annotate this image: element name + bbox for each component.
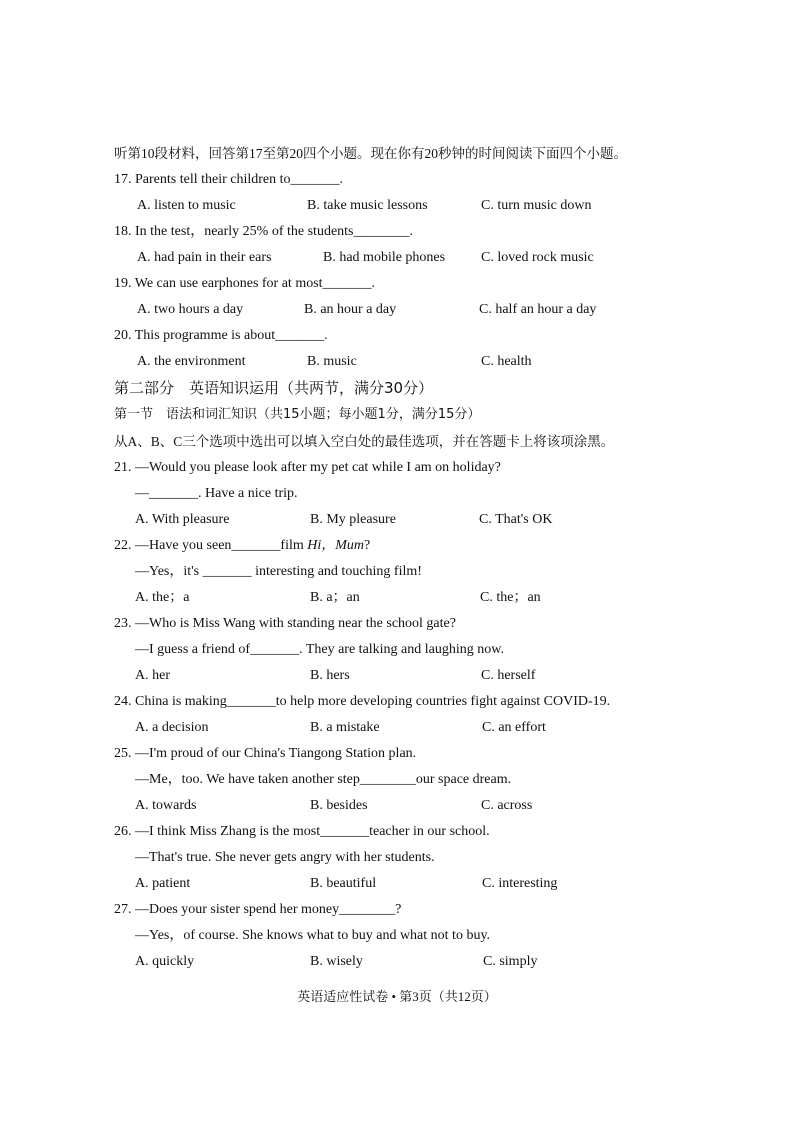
question-21-line-2: —_______. Have a nice trip. [135,486,298,501]
question-25-option-b: B. besides [310,798,368,813]
question-22-option-b: B. a；an [310,590,360,605]
question-26-option-c: C. interesting [482,876,558,891]
question-17-stem: 17. Parents tell their children to_______. [114,172,344,187]
question-18-stem: 18. In the test，nearly 25% of the students________. [114,224,414,239]
question-17-option-c: C. turn music down [481,198,592,213]
question-19-option-a: A. two hours a day [137,302,244,317]
question-24-option-c: C. an effort [482,720,546,735]
question-20-option-a: A. the environment [137,354,246,369]
question-22-line-1-post: ? [364,538,371,553]
question-19-stem: 19. We can use earphones for at most_______. [114,276,376,291]
question-23-line-2: —I guess a friend of_______. They are talking and laughing now. [135,642,504,657]
question-21-line-1: 21. —Would you please look after my pet cat while I am on holiday? [114,460,501,475]
question-27-option-c: C. simply [483,954,538,969]
section1-title: 第一节 语法和词汇知识（共15小题；每小题1分，满分15分） [114,407,481,422]
question-18-option-c: C. loved rock music [481,250,594,265]
section1-instruction: 从A、B、C三个选项中选出可以填入空白处的最佳选项，并在答题卡上将该项涂黑。 [114,434,615,449]
part2-title: 第二部分 英语知识运用（共两节，满分30分） [114,379,434,397]
question-21-option-b: B. My pleasure [310,512,396,527]
question-17-option-a: A. listen to music [137,198,236,213]
question-24-option-a: A. a decision [135,720,209,735]
question-23-option-c: C. herself [481,668,536,683]
question-22-line-1 [114,537,370,555]
question-20-option-b: B. music [307,354,357,369]
question-24-option-b: B. a mistake [310,720,380,735]
question-27-line-2: —Yes，of course. She knows what to buy and what not to buy. [135,928,491,943]
question-20-stem: 20. This programme is about_______. [114,328,328,343]
question-25-option-c: C. across [481,798,533,813]
question-17-option-b: B. take music lessons [307,198,428,213]
question-22-option-a: A. the；a [135,590,190,605]
question-18-option-a: A. had pain in their ears [137,250,272,265]
question-18-option-b: B. had mobile phones [323,250,446,265]
question-25-line-1: 25. —I'm proud of our China's Tiangong Station plan. [114,746,417,761]
question-25-option-a: A. towards [135,798,197,813]
question-23-line-1: 23. —Who is Miss Wang with standing near the school gate? [114,616,456,631]
question-22-line-1-pre: 22. —Have you seen_______film [114,538,308,553]
question-26-line-2: —That's true. She never gets angry with her students. [135,850,435,865]
question-27-line-1: 27. —Does your sister spend her money________? [114,902,402,917]
page-footer: 英语适应性试卷 • 第3页（共12页） [297,989,497,1004]
question-22-option-c: C. the；an [480,590,541,605]
question-26-line-1: 26. —I think Miss Zhang is the most_______teacher in our school. [114,824,490,839]
question-26-option-b: B. beautiful [310,876,377,891]
question-20-option-c: C. health [481,354,532,369]
question-27-option-b: B. wisely [310,954,363,969]
film-title: Hi，Mum [307,538,365,553]
question-23-option-a: A. her [135,668,170,683]
question-25-line-2: —Me，too. We have taken another step________our space dream. [135,772,512,787]
question-27-option-a: A. quickly [135,954,195,969]
question-24-line-1: 24. China is making_______to help more developing countries fight against COVID-19. [114,694,611,709]
question-19-option-b: B. an hour a day [304,302,397,317]
question-22-line-2: —Yes，it's _______ interesting and touching film! [135,564,422,579]
question-19-option-c: C. half an hour a day [479,302,597,317]
question-21-option-a: A. With pleasure [135,512,230,527]
question-21-option-c: C. That's OK [479,512,553,527]
question-23-option-b: B. hers [310,668,350,683]
listening-instruction: 听第10段材料，回答第17至第20四个小题。现在你有20秒钟的时间阅读下面四个小题。 [114,146,627,161]
question-26-option-a: A. patient [135,876,191,891]
